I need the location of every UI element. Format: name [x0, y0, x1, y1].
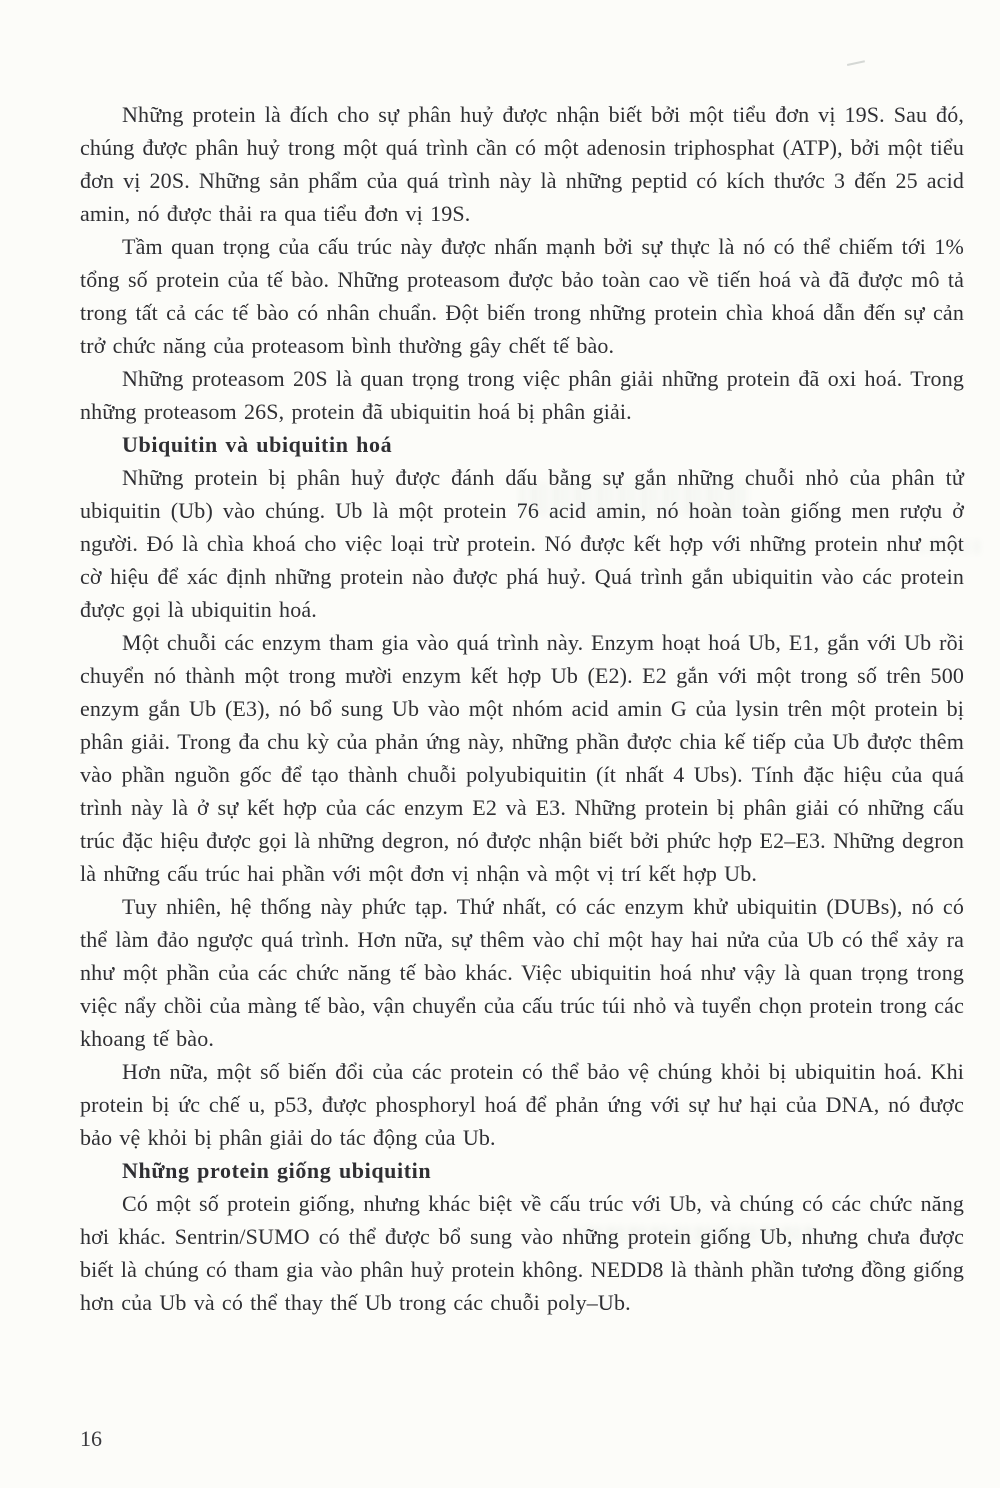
page-number: 16: [80, 1426, 102, 1451]
paragraph-ubiquitin-like-proteins: Có một số protein giống, nhưng khác biệt về cấu trúc với Ub, và chúng có các chức năng hơi khác. Sentrin/SUMO có thể được bổ sung vào những protein giống Ub, nhưng chưa được biết là chúng có tham gia vào phân huỷ protein không. NEDD8 là thành phần tương đồng giống hơn của Ub và có thể thay thế Ub trong các chuỗi poly–Ub.: [80, 1191, 964, 1315]
scan-artifact: [847, 60, 867, 75]
paragraph-proteasome-19s: Những protein là đích cho sự phân huỷ được nhận biết bởi một tiểu đơn vị 19S. Sau đó, chúng được phân huỷ trong một quá trình cần có một adenosin triphosphat (ATP), bởi một tiểu đơn vị 20S. Những sản phẩm của quá trình này là những peptid có kích thước 3 đến 25 acid amin, nó được thải ra qua tiểu đơn vị 19S.: [80, 102, 964, 226]
paragraph-structure-importance: Tầm quan trọng của cấu trúc này được nhấn mạnh bởi sự thực là nó có thể chiếm tới 1% tổng số protein của tế bào. Những proteasom được bảo toàn cao về tiến hoá và đã được mô tả trong tất cả các tế bào có nhân chuẩn. Đột biến trong những protein chìa khoá dẫn đến sự cản trở chức năng của proteasom bình thường gây chết tế bào.: [80, 234, 964, 358]
section-heading-ubiquitin-like: Những protein giống ubiquitin: [122, 1158, 432, 1183]
paragraph-enzyme-chain: Một chuỗi các enzym tham gia vào quá trình này. Enzym hoạt hoá Ub, E1, gắn với Ub rồi chuyển nó thành một trong mười enzym kết hợp Ub (E2). E2 gắn với một trong số trên 500 enzym gắn Ub (E3), nó bổ sung Ub vào một nhóm acid amin G của lysin trên một protein bị phân giải. Trong đa chu kỳ của phản ứng này, những phần được chia kế tiếp của Ub được thêm vào phần nguồn gốc để tạo thành chuỗi polyubiquitin (ít nhất 4 Ubs). Tính đặc hiệu của quá trình này là ở sự kết hợp của các enzym E2 và E3. Những protein bị phân giải có những cấu trúc đặc hiệu được gọi là những degron, nó được nhận biết bởi phức hợp E2–E3. Những degron là những cấu trúc hai phần với một đơn vị nhận và một vị trí kết hợp Ub.: [80, 630, 964, 886]
section-heading-ubiquitin: Ubiquitin và ubiquitin hoá: [122, 432, 393, 457]
paragraph-20s-26s: Những proteasom 20S là quan trọng trong việc phân giải những protein đã oxi hoá. Trong những proteasom 26S, protein đã ubiquitin hoá bị phân giải.: [80, 366, 964, 424]
text-block: [80, 98, 964, 1319]
paragraph-protein-protection: Hơn nữa, một số biến đổi của các protein có thể bảo vệ chúng khỏi bị ubiquitin hoá. Khi protein bị ức chế u, p53, được phosphoryl hoá để phản ứng với sự hư hại của DNA, nó được bảo vệ khỏi bị phân giải do tác động của Ub.: [80, 1059, 964, 1150]
paragraph-system-complexity: Tuy nhiên, hệ thống này phức tạp. Thứ nhất, có các enzym khử ubiquitin (DUBs), nó có thể làm đảo ngược quá trình. Hơn nữa, sự thêm vào chỉ một hay hai nửa của Ub có thể xảy ra như một phần của các chức năng tế bào khác. Việc ubiquitin hoá như vậy là quan trọng trong việc nẩy chồi của màng tế bào, vận chuyển của cấu trúc túi nhỏ và tuyển chọn protein trong các khoang tế bào.: [80, 894, 964, 1051]
paragraph-ubiquitin-marking: Những protein bị phân huỷ được đánh dấu bằng sự gắn những chuỗi nhỏ của phân tử ubiquitin (Ub) vào chúng. Ub là một protein 76 acid amin, nó hoàn toàn giống men rượu ở người. Đó là chìa khoá cho việc loại trừ protein. Nó được kết hợp với những protein như một cờ hiệu để xác định những protein nào được phá huỷ. Quá trình gắn ubiquitin vào các protein được gọi là ubiquitin hoá.: [80, 465, 964, 622]
